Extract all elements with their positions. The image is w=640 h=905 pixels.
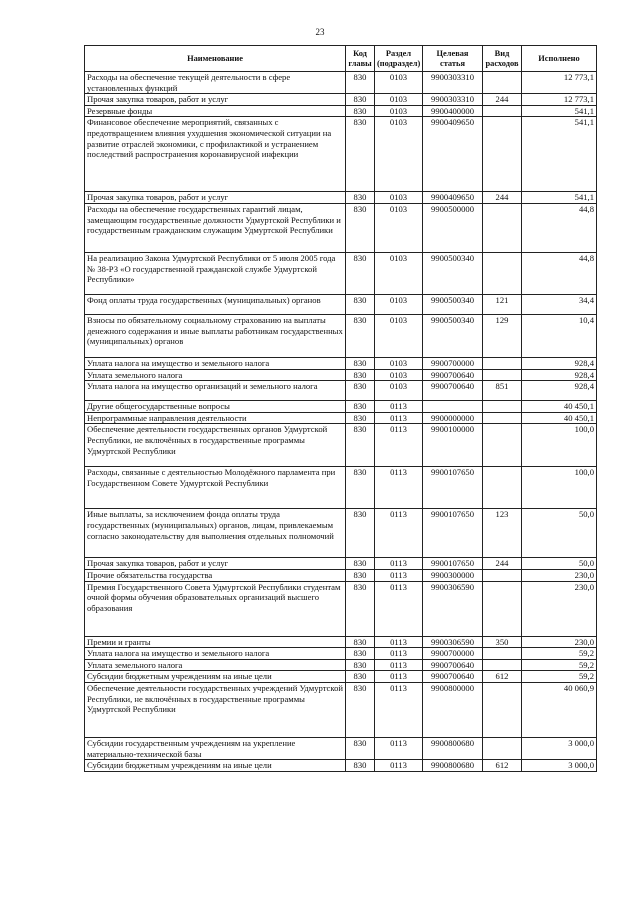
cell-expense-type xyxy=(483,357,522,369)
cell-section: 0103 xyxy=(375,357,423,369)
cell-expense-type xyxy=(483,401,522,413)
cell-expense-type xyxy=(483,412,522,424)
cell-name: Уплата земельного налога xyxy=(85,659,346,671)
cell-code: 830 xyxy=(346,294,375,314)
cell-section: 0103 xyxy=(375,252,423,294)
table-row xyxy=(85,467,597,509)
cell-name: Прочая закупка товаров, работ и услуг xyxy=(85,558,346,570)
cell-expense-type: 244 xyxy=(483,558,522,570)
cell-name: Прочая закупка товаров, работ и услуг xyxy=(85,94,346,106)
table-row xyxy=(85,72,597,94)
cell-article: 9900800680 xyxy=(423,760,483,772)
cell-name: Премии и гранты xyxy=(85,636,346,648)
cell-section: 0113 xyxy=(375,760,423,772)
cell-section: 0113 xyxy=(375,737,423,759)
cell-expense-type xyxy=(483,737,522,759)
cell-section: 0103 xyxy=(375,105,423,117)
cell-name: Расходы на обеспечение текущей деятельности в сфере установленных функций xyxy=(85,72,346,94)
cell-name: Расходы, связанные с деятельностью Молодёжного парламента при Государственном Совете Удмуртской Республики xyxy=(85,467,346,509)
budget-table xyxy=(84,45,597,772)
cell-code: 830 xyxy=(346,105,375,117)
cell-expense-type xyxy=(483,203,522,252)
table-row xyxy=(85,671,597,683)
cell-executed: 541,1 xyxy=(522,117,597,192)
cell-executed: 100,0 xyxy=(522,467,597,509)
table-row xyxy=(85,569,597,581)
cell-executed: 541,1 xyxy=(522,192,597,204)
cell-executed: 10,4 xyxy=(522,314,597,357)
table-row xyxy=(85,648,597,660)
cell-executed: 230,0 xyxy=(522,581,597,636)
cell-code: 830 xyxy=(346,117,375,192)
cell-name: Уплата налога на имущество и земельного налога xyxy=(85,357,346,369)
cell-executed: 50,0 xyxy=(522,509,597,558)
cell-name: На реализацию Закона Удмуртской Республики от 5 июля 2005 года № 38-РЗ «О государственной гражданской службе Удмуртской Республики» xyxy=(85,252,346,294)
cell-section: 0103 xyxy=(375,203,423,252)
cell-executed: 230,0 xyxy=(522,636,597,648)
cell-expense-type: 612 xyxy=(483,671,522,683)
table-row xyxy=(85,105,597,117)
cell-code: 830 xyxy=(346,558,375,570)
cell-name: Субсидии бюджетным учреждениям на иные цели xyxy=(85,760,346,772)
cell-executed: 40 450,1 xyxy=(522,401,597,413)
cell-code: 830 xyxy=(346,412,375,424)
cell-article: 9900409650 xyxy=(423,117,483,192)
header-section: Раздел (подраздел) xyxy=(375,46,423,72)
cell-code: 830 xyxy=(346,94,375,106)
cell-executed: 3 000,0 xyxy=(522,737,597,759)
cell-section: 0113 xyxy=(375,401,423,413)
cell-code: 830 xyxy=(346,509,375,558)
cell-code: 830 xyxy=(346,357,375,369)
header-name: Наименование xyxy=(85,46,346,72)
cell-name: Прочие обязательства государства xyxy=(85,569,346,581)
table-row xyxy=(85,357,597,369)
cell-executed: 928,4 xyxy=(522,369,597,381)
cell-executed: 928,4 xyxy=(522,381,597,401)
cell-executed: 44,8 xyxy=(522,252,597,294)
table-row xyxy=(85,682,597,737)
cell-name: Другие общегосударственные вопросы xyxy=(85,401,346,413)
cell-executed: 59,2 xyxy=(522,659,597,671)
cell-name: Иные выплаты, за исключением фонда оплаты труда государственных (муниципальных) органов, лицам, привлекаемым согласно законодательству для выполнения отдельных полномочий xyxy=(85,509,346,558)
cell-expense-type xyxy=(483,252,522,294)
cell-code: 830 xyxy=(346,192,375,204)
cell-expense-type: 121 xyxy=(483,294,522,314)
cell-name: Уплата налога на имущество и земельного налога xyxy=(85,648,346,660)
table-row xyxy=(85,636,597,648)
cell-article: 9900700000 xyxy=(423,357,483,369)
header-code: Код главы xyxy=(346,46,375,72)
cell-code: 830 xyxy=(346,252,375,294)
cell-code: 830 xyxy=(346,401,375,413)
cell-executed: 230,0 xyxy=(522,569,597,581)
table-row xyxy=(85,509,597,558)
cell-article: 9900700640 xyxy=(423,659,483,671)
cell-code: 830 xyxy=(346,671,375,683)
cell-code: 830 xyxy=(346,659,375,671)
cell-section: 0113 xyxy=(375,659,423,671)
cell-expense-type xyxy=(483,682,522,737)
cell-expense-type xyxy=(483,105,522,117)
cell-expense-type: 244 xyxy=(483,94,522,106)
cell-executed: 541,1 xyxy=(522,105,597,117)
table-row xyxy=(85,581,597,636)
cell-section: 0113 xyxy=(375,648,423,660)
table-row xyxy=(85,760,597,772)
cell-article: 9900409650 xyxy=(423,192,483,204)
cell-executed: 59,2 xyxy=(522,671,597,683)
cell-name: Субсидии бюджетным учреждениям на иные цели xyxy=(85,671,346,683)
cell-expense-type: 851 xyxy=(483,381,522,401)
table-row xyxy=(85,401,597,413)
header-executed: Исполнено xyxy=(522,46,597,72)
cell-section: 0103 xyxy=(375,192,423,204)
cell-name: Премия Государственного Совета Удмуртской Республики студентам очной формы обучения образовательных организаций высшего образования xyxy=(85,581,346,636)
cell-code: 830 xyxy=(346,648,375,660)
table-row xyxy=(85,424,597,467)
cell-article: 9900500340 xyxy=(423,252,483,294)
cell-code: 830 xyxy=(346,424,375,467)
cell-article: 9900800680 xyxy=(423,737,483,759)
cell-executed: 40 060,9 xyxy=(522,682,597,737)
cell-name: Субсидии государственным учреждениям на укрепление материально-технической базы xyxy=(85,737,346,759)
cell-article: 9900800000 xyxy=(423,682,483,737)
cell-article: 9900700640 xyxy=(423,381,483,401)
cell-code: 830 xyxy=(346,369,375,381)
cell-executed: 59,2 xyxy=(522,648,597,660)
cell-name: Финансовое обеспечение мероприятий, связанных с предотвращением влияния ухудшения экономической ситуации на развитие отраслей экономики, с профилактикой и устранением последствий распространения коронавирусной инфекции xyxy=(85,117,346,192)
cell-expense-type xyxy=(483,117,522,192)
cell-section: 0103 xyxy=(375,117,423,192)
cell-expense-type: 123 xyxy=(483,509,522,558)
table-row xyxy=(85,558,597,570)
table-header-row xyxy=(85,46,597,72)
cell-article: 9900500000 xyxy=(423,203,483,252)
table-row xyxy=(85,94,597,106)
header-article: Целевая статья xyxy=(423,46,483,72)
cell-expense-type xyxy=(483,467,522,509)
cell-section: 0113 xyxy=(375,558,423,570)
cell-section: 0103 xyxy=(375,94,423,106)
cell-code: 830 xyxy=(346,314,375,357)
table-row xyxy=(85,252,597,294)
header-expense-type: Вид расходов xyxy=(483,46,522,72)
cell-article: 9900700640 xyxy=(423,369,483,381)
table-row xyxy=(85,369,597,381)
cell-code: 830 xyxy=(346,381,375,401)
cell-article: 9900303310 xyxy=(423,94,483,106)
cell-code: 830 xyxy=(346,636,375,648)
page-number: 23 xyxy=(315,27,325,37)
table-row xyxy=(85,294,597,314)
cell-section: 0113 xyxy=(375,424,423,467)
cell-article: 9900107650 xyxy=(423,509,483,558)
cell-article: 9900306590 xyxy=(423,581,483,636)
cell-section: 0113 xyxy=(375,636,423,648)
cell-expense-type xyxy=(483,581,522,636)
cell-code: 830 xyxy=(346,569,375,581)
cell-executed: 44,8 xyxy=(522,203,597,252)
cell-expense-type xyxy=(483,659,522,671)
cell-executed: 928,4 xyxy=(522,357,597,369)
cell-name: Уплата налога на имущество организаций и земельного налога xyxy=(85,381,346,401)
cell-expense-type: 244 xyxy=(483,192,522,204)
cell-article: 9900300000 xyxy=(423,569,483,581)
cell-section: 0103 xyxy=(375,369,423,381)
cell-executed: 3 000,0 xyxy=(522,760,597,772)
table-row xyxy=(85,192,597,204)
table-row xyxy=(85,203,597,252)
cell-section: 0103 xyxy=(375,314,423,357)
cell-executed: 100,0 xyxy=(522,424,597,467)
cell-article: 9900100000 xyxy=(423,424,483,467)
table-row xyxy=(85,117,597,192)
cell-section: 0113 xyxy=(375,467,423,509)
cell-section: 0103 xyxy=(375,72,423,94)
cell-section: 0103 xyxy=(375,381,423,401)
cell-article: 9900500340 xyxy=(423,294,483,314)
cell-name: Расходы на обеспечение государственных гарантий лицам, замещающим государственные должности Удмуртской Республики и государственным гражданским служащим Удмуртской Республики xyxy=(85,203,346,252)
cell-article: 9900303310 xyxy=(423,72,483,94)
cell-code: 830 xyxy=(346,203,375,252)
cell-section: 0113 xyxy=(375,682,423,737)
cell-article: 9900107650 xyxy=(423,467,483,509)
cell-executed: 50,0 xyxy=(522,558,597,570)
cell-executed: 34,4 xyxy=(522,294,597,314)
cell-name: Фонд оплаты труда государственных (муниципальных) органов xyxy=(85,294,346,314)
cell-code: 830 xyxy=(346,682,375,737)
cell-executed: 40 450,1 xyxy=(522,412,597,424)
cell-expense-type xyxy=(483,648,522,660)
table-row xyxy=(85,314,597,357)
cell-section: 0113 xyxy=(375,581,423,636)
cell-article: 9900000000 xyxy=(423,412,483,424)
cell-article: 9900400000 xyxy=(423,105,483,117)
cell-name: Взносы по обязательному социальному страхованию на выплаты денежного содержания и иные выплаты работникам государственных (муниципальных) органов xyxy=(85,314,346,357)
cell-name: Непрограммные направления деятельности xyxy=(85,412,346,424)
cell-executed: 12 773,1 xyxy=(522,94,597,106)
cell-code: 830 xyxy=(346,760,375,772)
table-row xyxy=(85,659,597,671)
cell-code: 830 xyxy=(346,737,375,759)
cell-name: Прочая закупка товаров, работ и услуг xyxy=(85,192,346,204)
cell-expense-type xyxy=(483,72,522,94)
cell-code: 830 xyxy=(346,467,375,509)
cell-expense-type xyxy=(483,369,522,381)
cell-expense-type: 129 xyxy=(483,314,522,357)
cell-section: 0113 xyxy=(375,569,423,581)
cell-article: 9900306590 xyxy=(423,636,483,648)
cell-code: 830 xyxy=(346,581,375,636)
table-row xyxy=(85,381,597,401)
cell-expense-type xyxy=(483,424,522,467)
cell-section: 0113 xyxy=(375,412,423,424)
cell-section: 0113 xyxy=(375,671,423,683)
cell-expense-type: 612 xyxy=(483,760,522,772)
cell-article: 9900700000 xyxy=(423,648,483,660)
table-row xyxy=(85,412,597,424)
cell-expense-type xyxy=(483,569,522,581)
cell-article: 9900107650 xyxy=(423,558,483,570)
cell-code: 830 xyxy=(346,72,375,94)
cell-section: 0103 xyxy=(375,294,423,314)
table-row xyxy=(85,737,597,759)
cell-name: Резервные фонды xyxy=(85,105,346,117)
cell-name: Уплата земельного налога xyxy=(85,369,346,381)
cell-executed: 12 773,1 xyxy=(522,72,597,94)
cell-section: 0113 xyxy=(375,509,423,558)
cell-article xyxy=(423,401,483,413)
cell-name: Обеспечение деятельности государственных органов Удмуртской Республики, не включённых в государственные программы Удмуртской Республики xyxy=(85,424,346,467)
cell-article: 9900700640 xyxy=(423,671,483,683)
cell-expense-type: 350 xyxy=(483,636,522,648)
cell-article: 9900500340 xyxy=(423,314,483,357)
cell-name: Обеспечение деятельности государственных учреждений Удмуртской Республики, не включённых в государственные программы Удмуртской Республики xyxy=(85,682,346,737)
